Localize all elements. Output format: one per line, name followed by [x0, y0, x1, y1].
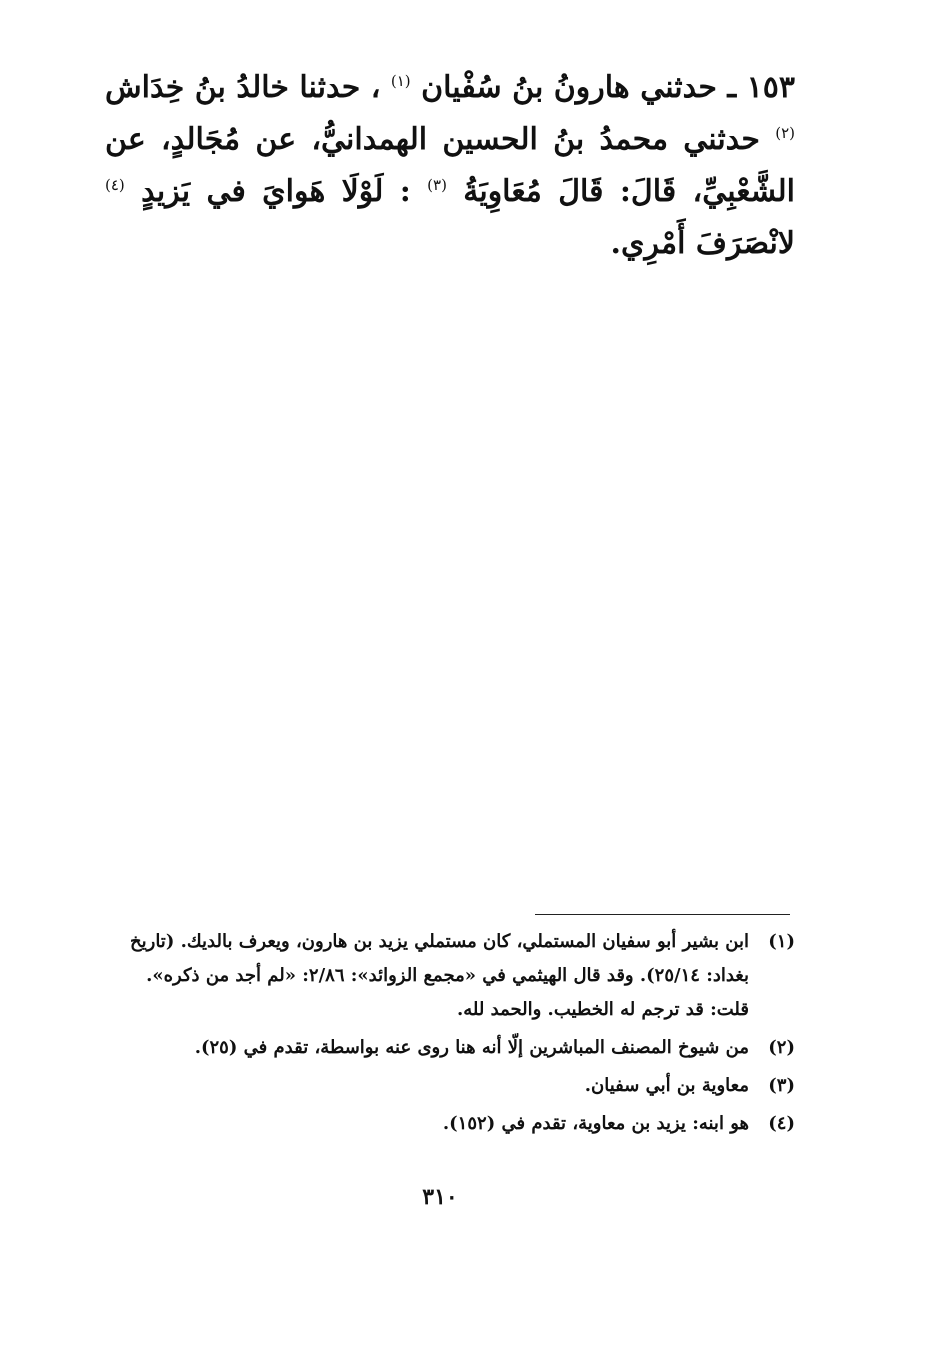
footnote-item — [105, 1031, 795, 1065]
isnad-segment-1: حدثني هارونُ بنُ سُفْيان — [421, 70, 717, 105]
hadith-paragraph — [105, 62, 795, 270]
footnote-ref-4: (٤) — [105, 176, 125, 194]
footnote-number: (٢) — [768, 1037, 795, 1058]
footnote-separator — [535, 914, 790, 915]
footnote-text: من شيوخ المصنف المباشرين إلّا أنه هنا روى عنه بواسطة، تقدم في (٢٥). — [194, 1037, 749, 1058]
footnote-number: (١) — [768, 931, 795, 952]
footnote-number: (٣) — [768, 1075, 795, 1096]
footnote-ref-2: (٢) — [775, 124, 795, 142]
footnote-ref-3: (٣) — [427, 176, 447, 194]
footnote-item — [105, 925, 795, 1027]
isnad-segment-4: : — [399, 174, 411, 209]
footnote-text: هو ابنه: يزيد بن معاوية، تقدم في (١٥٢). — [442, 1113, 749, 1134]
isnad-segment-2: ، حدثنا خالدُ بنُ خِدَاش — [105, 70, 381, 105]
footnote-ref-1: (١) — [390, 72, 411, 90]
end-period: . — [610, 226, 621, 261]
hadith-number: ١٥٣ ـ — [727, 70, 795, 105]
isnad-segment-3: حدثني محمدُ بنُ الحسين الهمدانيُّ، عن مُجَالدٍ، عن الشَّعْبِيِّ، قَالَ: قَالَ مُعَاوِيَةُ — [105, 122, 795, 209]
footnote-text: ابن بشير أبو سفيان المستملي، كان مستملي يزيد بن هارون، ويعرف بالديك. (تاريخ بغداد: ٢٥/١٤). وقد قال الهيثمي في «مجمع الزوائد»: ٢/٨٦: «لم أجد من ذكره». قلت: قد ترجم له الخطيب. والحمد لله. — [130, 931, 749, 1020]
footnote-text: معاوية بن أبي سفيان. — [584, 1075, 749, 1096]
hadith-text-block — [105, 62, 795, 270]
footnote-item — [105, 1107, 795, 1141]
footnote-number: (٤) — [768, 1113, 795, 1134]
footnote-item — [105, 1069, 795, 1103]
quote-segment-2: لانْصَرَفَ أَمْرِي — [620, 226, 795, 261]
quote-segment-1: لَوْلَا هَوايَ في يَزيدٍ — [141, 174, 384, 209]
page-number: ٣١٠ — [422, 1184, 458, 1210]
footnotes-block — [105, 925, 795, 1145]
